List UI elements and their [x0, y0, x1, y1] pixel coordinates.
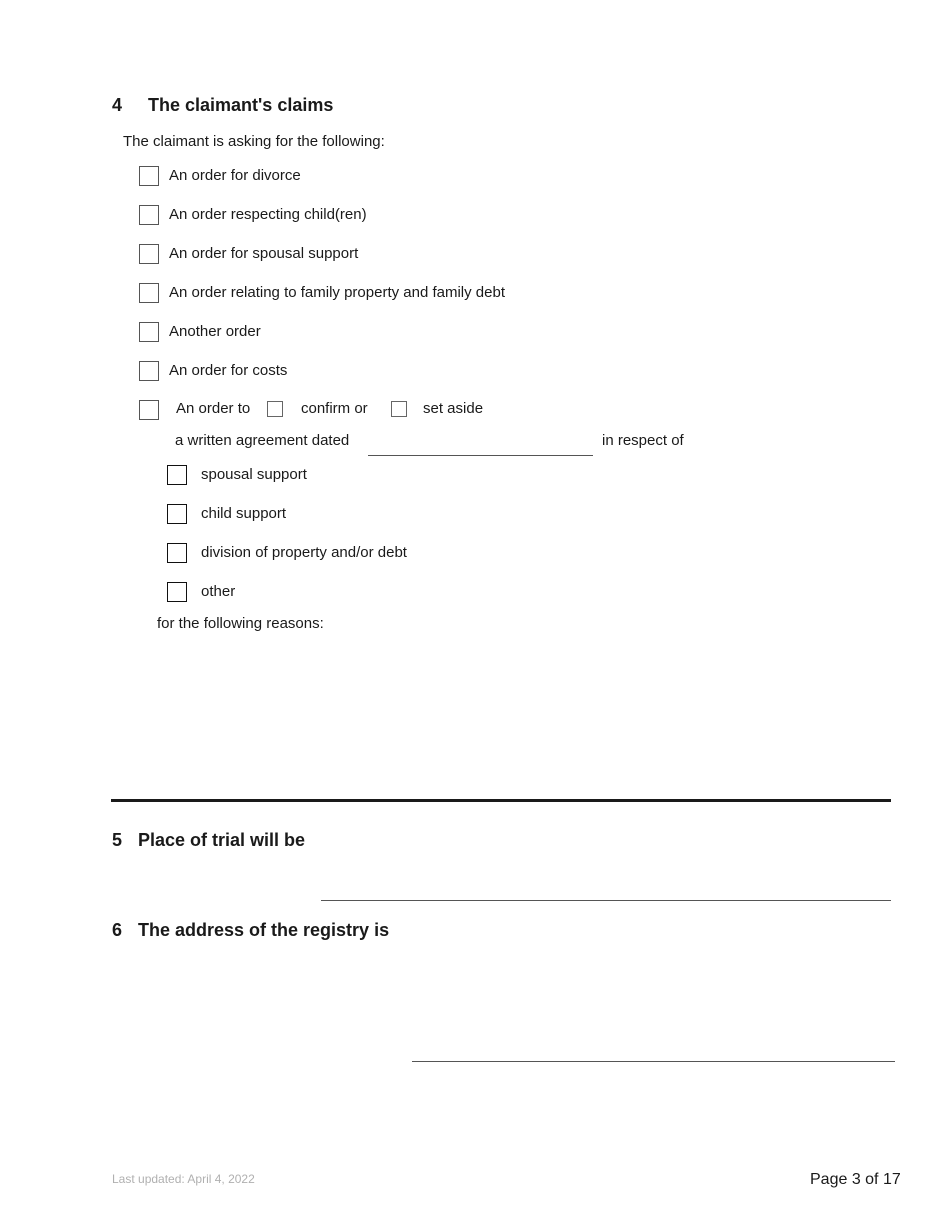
agreement-dated-label: a written agreement dated — [175, 432, 350, 449]
confirm-checkbox[interactable] — [267, 401, 283, 417]
section-4-number: 4 — [112, 95, 123, 115]
section-5-title: Place of trial will be — [138, 830, 306, 850]
registry-address-underline — [412, 1061, 895, 1062]
costs-label: An order for costs — [169, 362, 288, 379]
last-updated: Last updated: April 4, 2022 — [112, 1172, 255, 1186]
sub-child-support-checkbox[interactable] — [167, 504, 187, 524]
another-order-checkbox[interactable] — [139, 322, 159, 342]
sub-property-division-checkbox[interactable] — [167, 543, 187, 563]
divorce-label: An order for divorce — [169, 167, 301, 184]
sub-other-checkbox[interactable] — [167, 582, 187, 602]
sub-other-label: other — [201, 583, 236, 600]
section-6-title: The address of the registry is — [138, 920, 390, 940]
confirm-label: confirm or — [301, 400, 368, 417]
sub-spousal-support-label: spousal support — [201, 466, 307, 483]
set-aside-label: set aside — [423, 400, 484, 417]
section-5-number: 5 — [112, 830, 123, 850]
section-divider — [111, 799, 891, 802]
section-4-intro: The claimant is asking for the following: — [123, 133, 385, 150]
spousal-support-label: An order for spousal support — [169, 245, 359, 262]
sub-spousal-support-checkbox[interactable] — [167, 465, 187, 485]
in-respect-of-label: in respect of — [602, 432, 684, 449]
children-checkbox[interactable] — [139, 205, 159, 225]
property-debt-checkbox[interactable] — [139, 283, 159, 303]
reasons-label: for the following reasons: — [157, 615, 324, 632]
agreement-date-field[interactable] — [370, 432, 590, 454]
divorce-checkbox[interactable] — [139, 166, 159, 186]
children-label: An order respecting child(ren) — [169, 206, 367, 223]
agreement-date-underline — [368, 455, 593, 456]
place-of-trial-underline — [321, 900, 891, 901]
registry-address-field[interactable] — [414, 1037, 892, 1059]
sub-property-division-label: division of property and/or debt — [201, 544, 407, 561]
reasons-field[interactable] — [157, 640, 887, 790]
property-debt-label: An order relating to family property and family debt — [169, 284, 505, 301]
page-number: Page 3 of 17 — [810, 1171, 901, 1188]
another-order-label: Another order — [169, 323, 261, 340]
costs-checkbox[interactable] — [139, 361, 159, 381]
agreement-order-prefix: An order to — [176, 400, 251, 417]
place-of-trial-field[interactable] — [325, 876, 885, 898]
spousal-support-checkbox[interactable] — [139, 244, 159, 264]
set-aside-checkbox[interactable] — [391, 401, 407, 417]
section-6-number: 6 — [112, 920, 123, 940]
agreement-order-checkbox[interactable] — [139, 400, 159, 420]
sub-child-support-label: child support — [201, 505, 287, 522]
section-4-title: The claimant's claims — [148, 95, 334, 115]
